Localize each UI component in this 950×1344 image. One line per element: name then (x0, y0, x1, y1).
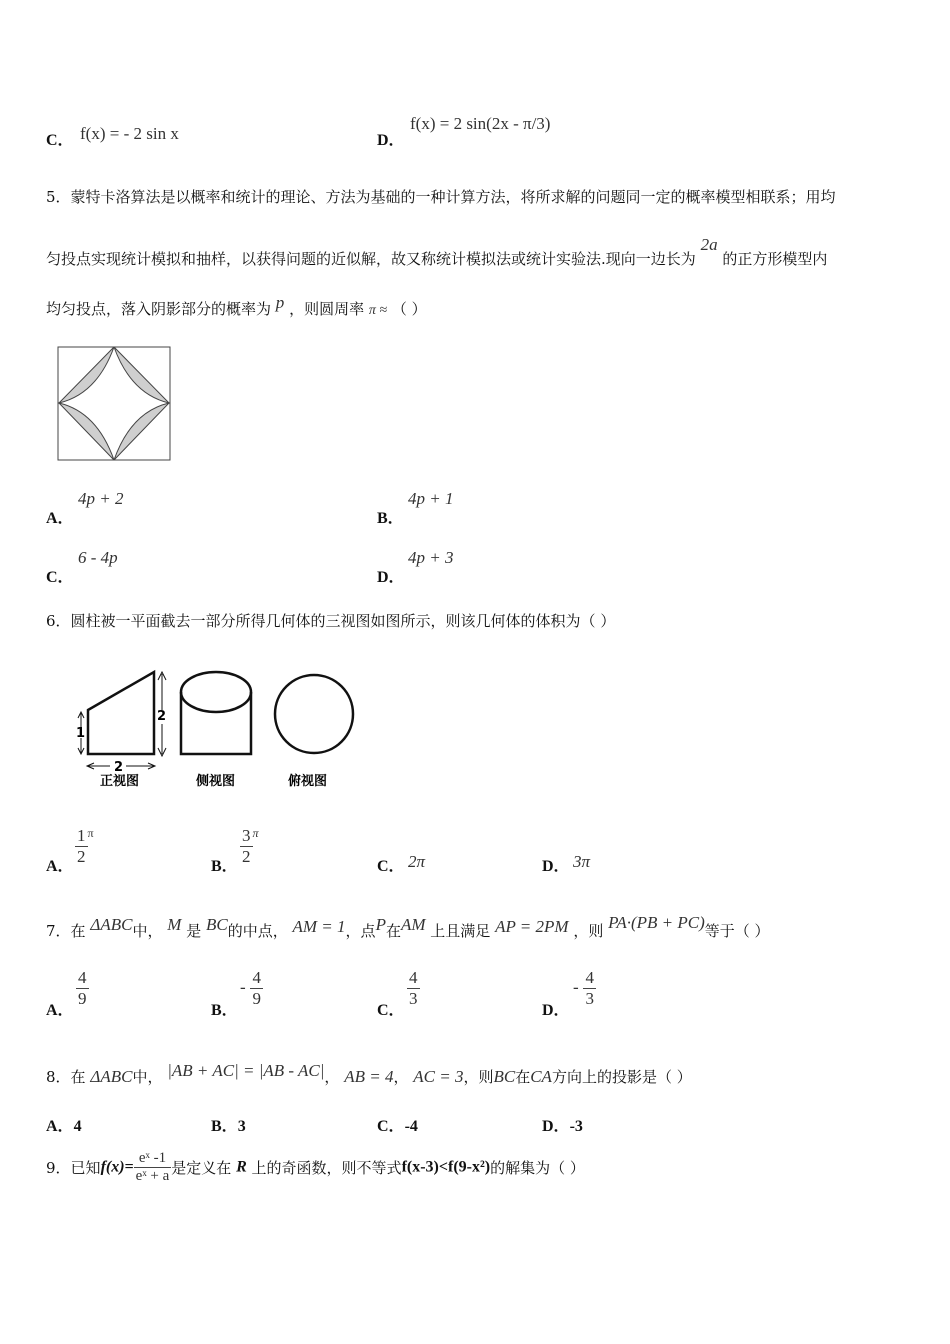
q6-b-suffix: π (252, 826, 259, 840)
q9-den: eˣ + a (135, 1168, 170, 1184)
q9-number: 9． (46, 1159, 71, 1177)
q6-top-view-label: 俯视图 (288, 774, 328, 789)
q5-option-d-value: 4p + 3 (408, 548, 454, 567)
q4-option-d-formula: f(x) = 2 sin(2x - π/3) (410, 114, 551, 133)
q7-t7: 上且满足 (430, 922, 491, 940)
q5-option-d-label: D． (377, 569, 405, 586)
q7-stem (46, 913, 770, 941)
q8-bc: BC (493, 1067, 516, 1086)
q8-t6: 在 (515, 1068, 531, 1086)
q6-a-suffix: π (87, 826, 94, 840)
q6-a-num: 1 (77, 826, 86, 845)
q5-pi-approx: π ≈ (368, 303, 388, 318)
q6-front-view-label: 正视图 (100, 774, 140, 789)
q5-line3a: 均匀投点，落入阴影部分的概率为 (46, 300, 272, 318)
q7-triangle: ΔABC (90, 915, 133, 934)
q7-p: P (375, 915, 386, 934)
q6-side-view-label: 侧视图 (196, 774, 236, 789)
q9-t3: 上的奇函数，则不等式 (251, 1159, 402, 1177)
q7-b-den: 9 (252, 989, 261, 1008)
q6-option-d-label: D． (542, 858, 570, 875)
q9-t1: 已知 (70, 1159, 101, 1177)
q5-number: 5． (46, 188, 71, 206)
q6-b-den: 2 (242, 847, 251, 866)
q5-line2 (46, 235, 828, 269)
q6-b-num: 3 (242, 826, 251, 845)
q8-c-label: C． (377, 1118, 405, 1135)
q7-option-d-label: D． (542, 1002, 570, 1019)
q4-option-c-label: C． (46, 132, 74, 149)
q6-a-den: 2 (77, 847, 86, 866)
q6-option-c-label: C． (377, 858, 405, 875)
q8-d-value: -3 (569, 1118, 583, 1135)
q6-text: 圆柱被一平面截去一部分所得几何体的三视图如图所示，则该几何体的体积为（ ） (70, 612, 616, 630)
q5-option-b-label: B． (377, 510, 404, 527)
q8-condition: |AB + AC| = |AB - AC| (167, 1061, 325, 1080)
q8-t4: ， (393, 1068, 409, 1086)
q8-ab: AB = 4 (344, 1067, 394, 1086)
q8-ca: CA (530, 1067, 552, 1086)
q8-a-value: 4 (73, 1118, 82, 1135)
q6-option-a-value (75, 826, 94, 867)
q8-option-d (542, 1113, 583, 1136)
q7-d-den: 3 (585, 989, 594, 1008)
q5-option-b-value: 4p + 1 (408, 489, 454, 508)
q7-am: AM (400, 915, 426, 934)
q6-side-view-ellipse (181, 672, 251, 712)
q7-b-sign: - (240, 977, 246, 997)
q9-num: eˣ -1 (138, 1150, 167, 1166)
q7-ap-eq: AP = 2PM (495, 917, 569, 936)
q7-option-c-label: C． (377, 1002, 405, 1019)
q4-option-d-label: D． (377, 132, 405, 149)
q6-option-b-label: B． (211, 858, 238, 875)
q8-c-value: -4 (404, 1118, 418, 1135)
q6-option-d-value: 3π (573, 852, 591, 871)
q5-line1 (46, 186, 836, 207)
q8-number: 8． (46, 1068, 71, 1086)
q8-t3: ， (324, 1068, 340, 1086)
q7-c-den: 3 (409, 989, 418, 1008)
q7-option-b-value (240, 968, 263, 1009)
q5-option-a-label: A． (46, 510, 74, 527)
q5-option-a-value: 4p + 2 (78, 489, 124, 508)
q9-stem (46, 1150, 585, 1185)
q7-m: M (167, 915, 182, 934)
q5-square-figure (57, 346, 171, 462)
q8-stem (46, 1061, 692, 1087)
q7-t9: 等于（ ） (704, 922, 770, 940)
q8-d-label: D． (542, 1118, 570, 1135)
q6-option-a-label: A． (46, 858, 74, 875)
q6-dim-low: 1 (76, 726, 86, 741)
q8-t2: 中， (132, 1068, 163, 1086)
q6-number: 6． (46, 612, 71, 630)
q7-t4: 的中点， (227, 922, 288, 940)
q6-side-view-body (181, 692, 251, 754)
q5-side-length: 2a (700, 235, 718, 254)
q8-ac: AC = 3 (413, 1067, 464, 1086)
q5-option-c-value: 6 - 4p (78, 548, 118, 567)
q7-a-den: 9 (78, 989, 87, 1008)
q5-line2b: 的正方形模型内 (722, 250, 828, 268)
q7-t5: ，点 (345, 922, 376, 940)
q7-t6: 在 (385, 922, 401, 940)
q5-line3 (46, 293, 427, 319)
q6-front-view-shape (88, 672, 154, 754)
q5-p: p (275, 293, 285, 312)
q5-line2a: 匀投点实现统计模拟和抽样，以获得问题的近似解，故又称统计模拟法或统计实验法.现向一边长为 (46, 250, 696, 268)
q8-triangle: ΔABC (90, 1067, 133, 1086)
q7-c-num: 4 (409, 968, 418, 987)
q7-t2: 中， (132, 922, 163, 940)
q7-t1: 在 (70, 922, 86, 940)
q7-option-a-label: A． (46, 1002, 74, 1019)
q7-t8: ，则 (573, 922, 604, 940)
q7-bc: BC (205, 915, 228, 934)
q8-a-label: A． (46, 1118, 74, 1135)
q7-am-eq: AM = 1 (292, 917, 346, 936)
q5-option-c-label: C． (46, 569, 74, 586)
q8-b-label: B． (211, 1118, 238, 1135)
q8-option-a (46, 1113, 82, 1136)
q9-inequality: f(x-3)<f(9-x²) (401, 1158, 491, 1176)
q6-top-view-circle (275, 675, 353, 753)
q6-three-view-figure (70, 662, 370, 794)
q7-expression: PA·(PB + PC) (608, 913, 705, 932)
q7-option-c-value (407, 968, 420, 1009)
q7-option-b-label: B． (211, 1002, 238, 1019)
q4-option-c-formula: f(x) = - 2 sin x (80, 124, 179, 143)
q8-t5: ，则 (463, 1068, 494, 1086)
q8-t1: 在 (70, 1068, 86, 1086)
q6-dim-width: 2 (114, 760, 124, 775)
q6-option-c-value: 2π (408, 852, 426, 871)
q7-option-d-value (573, 968, 596, 1009)
q5-square-outline (58, 347, 170, 460)
q8-b-value: 3 (237, 1118, 246, 1135)
q7-d-num: 4 (585, 968, 594, 987)
q7-option-a-value (76, 968, 89, 1009)
q9-fraction (134, 1150, 172, 1185)
q5-line1-text: 蒙特卡洛算法是以概率和统计的理论、方法为基础的一种计算方法，将所求解的问题同一定的概率模型相联系；用均 (70, 188, 836, 206)
q9-fx: f(x)= (100, 1158, 134, 1176)
q6-dim-height: 2 (157, 709, 167, 724)
q9-t4: 的解集为（ ） (490, 1159, 585, 1177)
q8-t7: 方向上的投影是（ ） (551, 1068, 692, 1086)
q6-stem (46, 610, 615, 631)
q5-paren: （ ） (391, 300, 427, 318)
q9-t2: 是定义在 (171, 1159, 232, 1177)
q7-number: 7． (46, 922, 71, 940)
q7-d-sign: - (573, 977, 579, 997)
q7-b-num: 4 (252, 968, 261, 987)
q9-r: R (236, 1158, 247, 1176)
q5-line3b: ，则圆周率 (289, 300, 365, 318)
q8-option-b (211, 1113, 246, 1136)
q6-option-b-value (240, 826, 259, 867)
q7-a-num: 4 (78, 968, 87, 987)
q7-t3: 是 (186, 922, 202, 940)
q8-option-c (377, 1113, 418, 1136)
